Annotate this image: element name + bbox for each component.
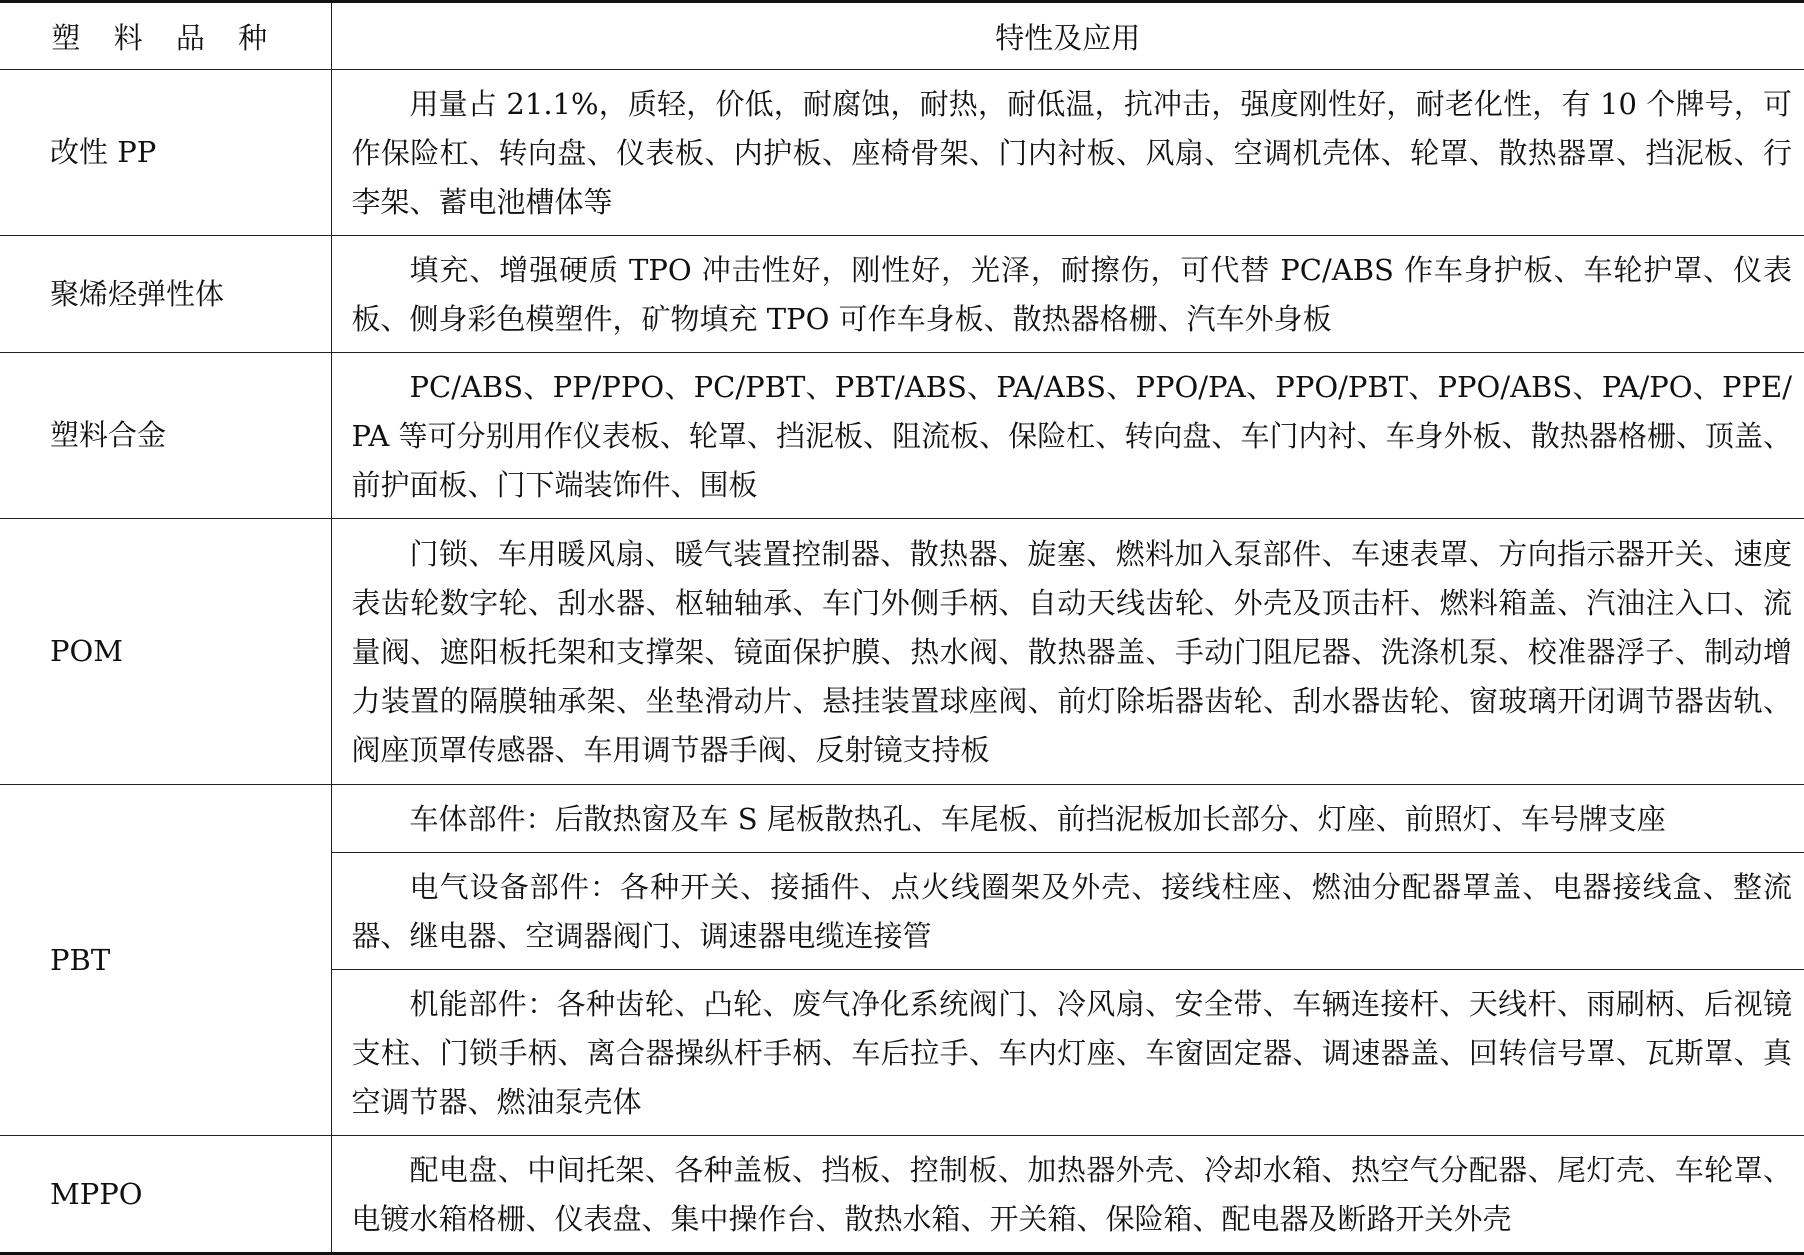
plastic-name-cell: POM bbox=[0, 519, 331, 785]
table-row bbox=[0, 70, 1804, 236]
table-row bbox=[0, 1136, 1804, 1254]
table-row bbox=[0, 353, 1804, 519]
plastic-name-cell: 聚烯烃弹性体 bbox=[0, 236, 331, 353]
plastic-name-cell: 塑料合金 bbox=[0, 353, 331, 519]
description-cell-functional-parts: 机能部件：各种齿轮、凸轮、废气净化系统阀门、冷风扇、安全带、车辆连接杆、天线杆、雨刷柄、后视镜支柱、门锁手柄、离合器操纵杆手柄、车后拉手、车内灯座、车窗固定器、调速器盖、回转信号罩、瓦斯罩、真空调节器、燃油泵壳体 bbox=[331, 970, 1804, 1136]
description-cell: 配电盘、中间托架、各种盖板、挡板、控制板、加热器外壳、冷却水箱、热空气分配器、尾灯壳、车轮罩、电镀水箱格栅、仪表盘、集中操作台、散热水箱、开关箱、保险箱、配电器及断路开关外壳 bbox=[331, 1136, 1804, 1254]
table-body bbox=[0, 70, 1804, 1254]
plastic-name-cell: PBT bbox=[0, 785, 331, 1136]
description-cell: 用量占 21.1%，质轻，价低，耐腐蚀，耐热，耐低温，抗冲击，强度刚性好，耐老化性，有 10 个牌号，可作保险杠、转向盘、仪表板、内护板、座椅骨架、门内衬板、风扇、空调机壳体、轮罩、散热器罩、挡泥板、行李架、蓄电池槽体等 bbox=[331, 70, 1804, 236]
header-row bbox=[0, 2, 1804, 70]
plastic-name-cell: MPPO bbox=[0, 1136, 331, 1254]
table-row bbox=[0, 785, 1804, 853]
table-row bbox=[0, 519, 1804, 785]
table-row bbox=[0, 236, 1804, 353]
description-cell-body-parts: 车体部件：后散热窗及车 S 尾板散热孔、车尾板、前挡泥板加长部分、灯座、前照灯、车号牌支座 bbox=[331, 785, 1804, 853]
plastic-name-cell: 改性 PP bbox=[0, 70, 331, 236]
header-plastic-type: 塑 料 品 种 bbox=[0, 2, 331, 70]
description-cell: 填充、增强硬质 TPO 冲击性好，刚性好，光泽，耐擦伤，可代替 PC/ABS 作车身护板、车轮护罩、仪表板、侧身彩色模塑件，矿物填充 TPO 可作车身板、散热器格栅、汽车外身板 bbox=[331, 236, 1804, 353]
description-cell-electrical-parts: 电气设备部件：各种开关、接插件、点火线圈架及外壳、接线柱座、燃油分配器罩盖、电器接线盒、整流器、继电器、空调器阀门、调速器电缆连接管 bbox=[331, 853, 1804, 970]
table-header bbox=[0, 2, 1804, 70]
description-cell: PC/ABS、PP/PPO、PC/PBT、PBT/ABS、PA/ABS、PPO/PA、PPO/PBT、PPO/ABS、PA/PO、PPE/PA 等可分别用作仪表板、轮罩、挡泥板、阻流板、保险杠、转向盘、车门内衬、车身外板、散热器格栅、顶盖、前护面板、门下端装饰件、围板 bbox=[331, 353, 1804, 519]
description-cell: 门锁、车用暖风扇、暖气装置控制器、散热器、旋塞、燃料加入泵部件、车速表罩、方向指示器开关、速度表齿轮数字轮、刮水器、枢轴轴承、车门外侧手柄、自动天线齿轮、外壳及顶击杆、燃料箱盖、汽油注入口、流量阀、遮阳板托架和支撑架、镜面保护膜、热水阀、散热器盖、手动门阻尼器、洗涤机泵、校准器浮子、制动增力装置的隔膜轴承架、坐垫滑动片、悬挂装置球座阀、前灯除垢器齿轮、刮水器齿轮、窗玻璃开闭调节器齿轨、阀座顶罩传感器、车用调节器手阀、反射镜支持板 bbox=[331, 519, 1804, 785]
header-properties-applications: 特性及应用 bbox=[331, 2, 1804, 70]
